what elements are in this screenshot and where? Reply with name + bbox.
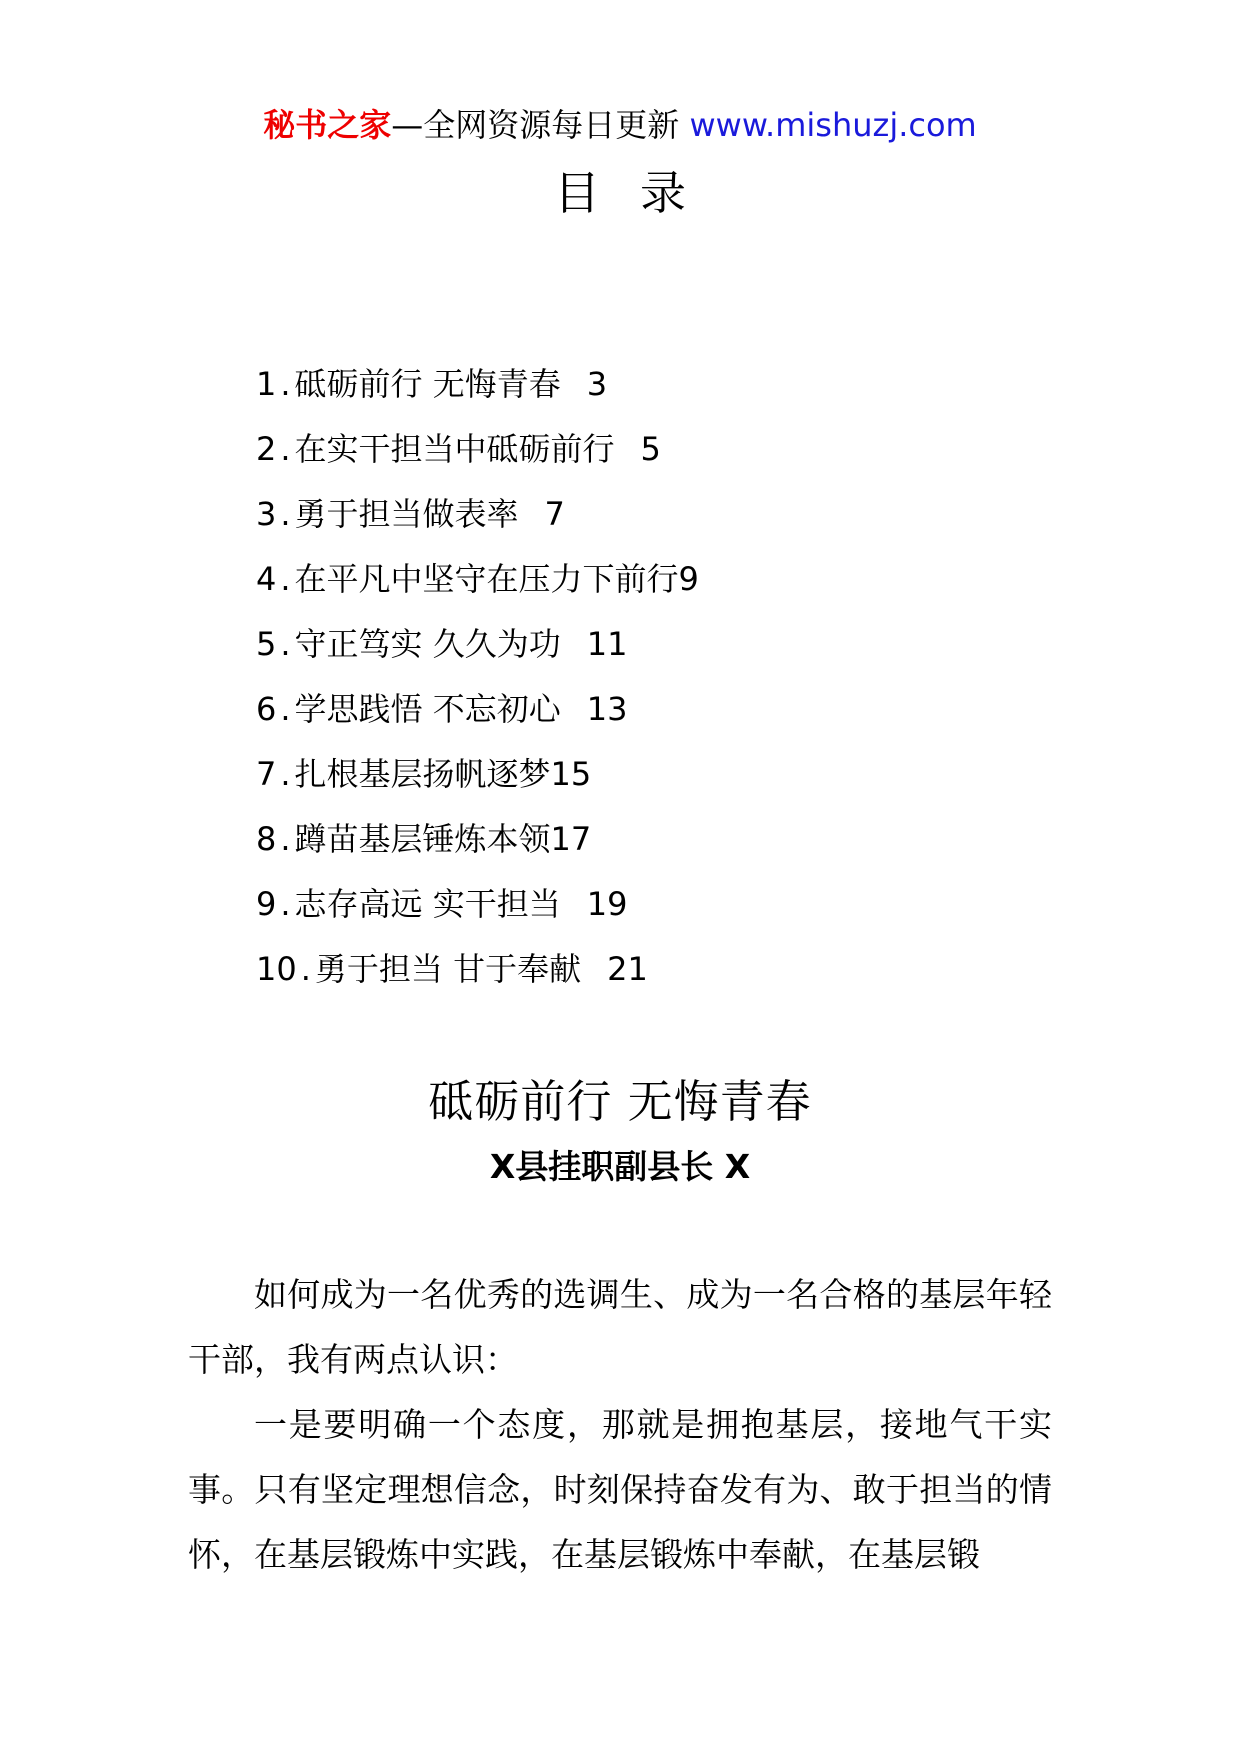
toc-item-title: 砥砺前行 无悔青春 (294, 365, 561, 403)
toc-item-number: 9 (256, 885, 277, 923)
toc-item-separator: . (280, 690, 291, 728)
article-author: X县挂职副县长 X (489, 1147, 751, 1186)
toc-item-title: 在平凡中坚守在压力下前行 (294, 560, 679, 598)
toc-item-separator: . (280, 755, 291, 793)
toc-item-separator: . (280, 820, 291, 858)
article-body (188, 1262, 1052, 1587)
toc-item-page: 13 (586, 690, 628, 728)
toc-item-number: 10 (256, 950, 297, 988)
site-brand: 秘书之家 (263, 106, 392, 144)
site-slogan: —全网资源每日更新 (391, 106, 680, 144)
toc-item-page: 9 (678, 560, 699, 598)
site-url-link[interactable]: www.mishuzj.com (689, 106, 977, 144)
toc-item-number: 1 (256, 365, 277, 403)
toc-item-page: 3 (586, 365, 608, 403)
article-paragraph: 如何成为一名优秀的选调生、成为一名合格的基层年轻干部，我有两点认识： (188, 1275, 1052, 1379)
toc-item-title: 扎根基层扬帆逐梦 (294, 755, 551, 793)
toc-item-separator: . (280, 365, 291, 403)
article-title: 砥砺前行 无悔青春 (428, 1075, 812, 1128)
toc-item-separator: . (300, 950, 311, 988)
toc-title: 目录 (554, 166, 726, 220)
toc-item-page: 17 (550, 820, 592, 858)
toc-item-title: 志存高远 实干担当 (294, 885, 561, 923)
toc-item[interactable] (256, 683, 699, 748)
toc-item-separator: . (280, 625, 291, 663)
toc-item-page: 5 (640, 430, 661, 468)
toc-item-page: 7 (544, 495, 565, 533)
toc-item-title: 勇于担当做表率 (294, 495, 519, 533)
toc-item-number: 6 (256, 690, 277, 728)
toc-item-page: 15 (550, 755, 592, 793)
toc-item-title: 在实干担当中砥砺前行 (294, 430, 615, 468)
toc-item[interactable] (256, 553, 699, 618)
toc-item-title: 学思践悟 不忘初心 (294, 690, 561, 728)
toc-item-number: 2 (256, 430, 277, 468)
site-header (0, 100, 1240, 150)
toc-item-separator: . (280, 430, 291, 468)
toc-item[interactable] (256, 878, 699, 943)
toc-item-page: 11 (586, 625, 628, 663)
toc-item[interactable] (256, 488, 699, 553)
toc-item-number: 8 (256, 820, 277, 858)
toc-item-separator: . (280, 495, 291, 533)
toc-item-separator: . (280, 885, 291, 923)
toc-item[interactable] (256, 618, 699, 683)
toc-item[interactable] (256, 813, 699, 878)
toc-item-separator: . (280, 560, 291, 598)
toc-item[interactable] (256, 943, 699, 1008)
toc-item[interactable] (256, 358, 699, 423)
table-of-contents (256, 358, 699, 1008)
toc-item-title: 蹲苗基层锤炼本领 (294, 820, 551, 858)
toc-item-number: 3 (256, 495, 277, 533)
toc-item-number: 7 (256, 755, 277, 793)
article-paragraph: 一是要明确一个态度，那就是拥抱基层，接地气干实事。只有坚定理想信念，时刻保持奋发有为、敢于担当的情怀，在基层锻炼中实践，在基层锻炼中奉献，在基层锻 (188, 1405, 1052, 1574)
toc-item-number: 5 (256, 625, 277, 663)
toc-item-title: 守正笃实 久久为功 (294, 625, 561, 663)
toc-item-number: 4 (256, 560, 277, 598)
toc-item-page: 19 (586, 885, 628, 923)
toc-item-page: 21 (607, 950, 648, 988)
toc-item[interactable] (256, 748, 699, 813)
toc-item-title: 勇于担当 甘于奉献 (314, 950, 582, 988)
toc-item[interactable] (256, 423, 699, 488)
